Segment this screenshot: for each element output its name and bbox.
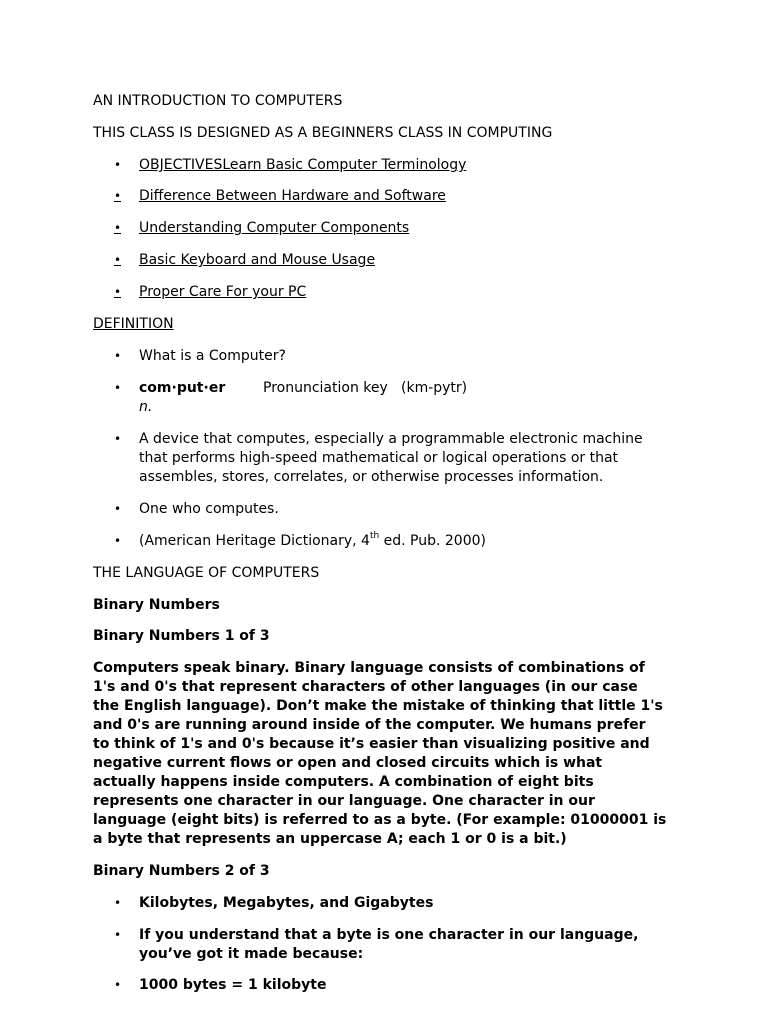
headword: com·put·er xyxy=(139,380,226,396)
bullet-glyph: • xyxy=(114,928,122,942)
paragraph-line: to think of 1's and 0's because it’s easier than visualizing positive and xyxy=(93,736,650,752)
paragraph-line: a byte that represents an uppercase A; each 1 or 0 is a bit.) xyxy=(93,831,567,847)
paragraph-line: negative current flows or open and closed circuits which is what xyxy=(93,755,603,771)
objective-text: OBJECTIVESLearn Basic Computer Terminology xyxy=(139,157,467,173)
definition-question: What is a Computer? xyxy=(139,348,286,364)
binary-2-text: you’ve got it made because: xyxy=(139,946,364,962)
binary-2-text: Kilobytes, Megabytes, and Gigabytes xyxy=(139,895,434,911)
binary-2-text: If you understand that a byte is one character in our language, xyxy=(139,927,639,943)
source-text-end: ed. Pub. 2000) xyxy=(379,533,486,549)
bullet-glyph: • xyxy=(114,978,122,992)
paragraph-line: language (eight bits) is referred to as a byte. (For example: 01000001 is xyxy=(93,812,667,828)
bullet-glyph: • xyxy=(114,432,122,446)
pronunciation-value: (km-pytr) xyxy=(401,380,468,396)
section-heading-language: THE LANGUAGE OF COMPUTERS xyxy=(93,565,320,581)
bullet-glyph: • xyxy=(114,381,122,395)
definition-meaning-line: that performs high-speed mathematical or logical operations or that xyxy=(139,450,619,466)
section-heading-binary: Binary Numbers xyxy=(93,597,220,613)
bullet-glyph: • xyxy=(114,534,122,548)
paragraph-line: Computers speak binary. Binary language consists of combinations of xyxy=(93,660,645,676)
bullet-glyph: • xyxy=(114,253,122,267)
document-subtitle: THIS CLASS IS DESIGNED AS A BEGINNERS CLASS IN COMPUTING xyxy=(93,125,553,141)
bullet-glyph: • xyxy=(114,896,122,910)
paragraph-line: actually happens inside computers. A combination of eight bits xyxy=(93,774,594,790)
part-of-speech: n. xyxy=(139,399,153,415)
objective-text: Understanding Computer Components xyxy=(139,220,410,236)
definition-meaning-line: assembles, stores, correlates, or otherwise processes information. xyxy=(139,469,604,485)
bullet-glyph: • xyxy=(114,349,122,363)
bullet-glyph: • xyxy=(114,285,122,299)
binary-2-text: 1000 bytes = 1 kilobyte xyxy=(139,977,327,993)
pronunciation-label: Pronunciation key xyxy=(263,380,388,396)
paragraph-line: 1's and 0's that represent characters of other languages (in our case xyxy=(93,679,638,695)
document-title: AN INTRODUCTION TO COMPUTERS xyxy=(93,93,343,109)
paragraph-line: represents one character in our language. One character in our xyxy=(93,793,595,809)
bullet-glyph: • xyxy=(114,189,122,203)
bullet-glyph: • xyxy=(114,221,122,235)
source-superscript: th xyxy=(369,531,380,542)
paragraph-line: and 0's are running around inside of the computer. We humans prefer xyxy=(93,717,646,733)
paragraph-line: the English language). Don’t make the mistake of thinking that little 1's xyxy=(93,698,663,714)
definition-heading: DEFINITION xyxy=(93,316,174,332)
binary-1-paragraph xyxy=(93,659,693,849)
section-heading-binary-1: Binary Numbers 1 of 3 xyxy=(93,628,270,644)
bullet-glyph: • xyxy=(114,502,122,516)
definition-meaning-line: A device that computes, especially a programmable electronic machine xyxy=(139,431,643,447)
objective-text: Basic Keyboard and Mouse Usage xyxy=(139,252,376,268)
definition-meaning-2: One who computes. xyxy=(139,501,279,517)
objective-text: Difference Between Hardware and Software xyxy=(139,188,446,204)
definition-source xyxy=(139,532,486,551)
source-text: (American Heritage Dictionary, 4 xyxy=(139,533,370,549)
section-heading-binary-2: Binary Numbers 2 of 3 xyxy=(93,863,270,879)
bullet-glyph: • xyxy=(114,158,122,172)
objective-text: Proper Care For your PC xyxy=(139,284,307,300)
